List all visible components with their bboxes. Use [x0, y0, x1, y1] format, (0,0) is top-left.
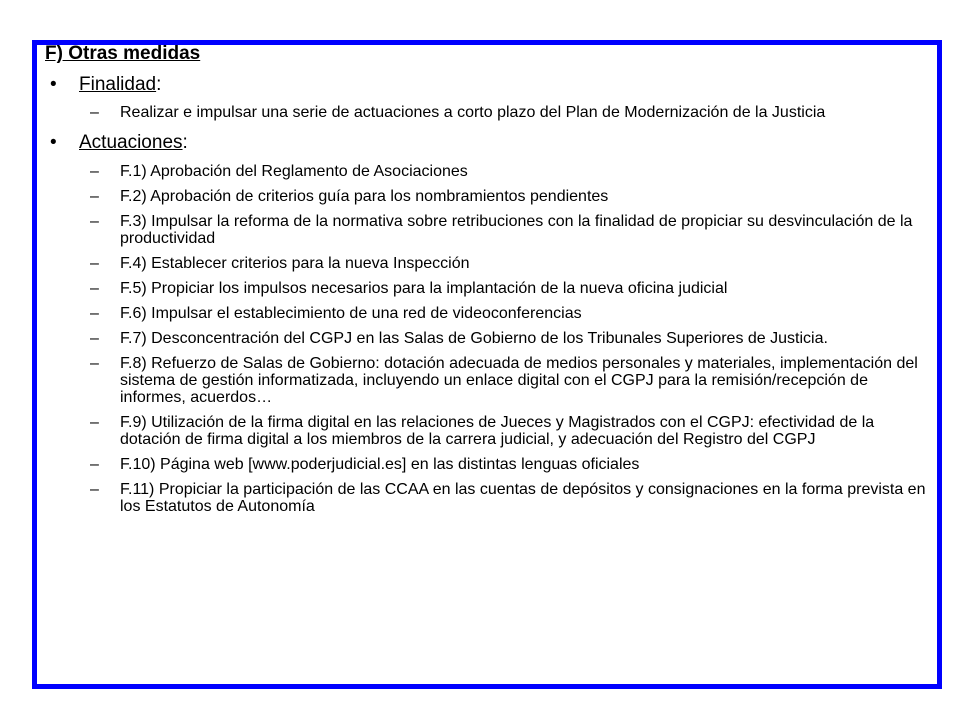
list-item [45, 456, 935, 473]
bullet-label: Actuaciones [79, 132, 183, 153]
list-item-text: F.11) Propiciar la participación de las CCAA en las cuentas de depósitos y consignaciones en la forma prevista en los Estatutos de Autonomía [120, 481, 926, 515]
list-item-text: F.2) Aprobación de criterios guía para los nombramientos pendientes [120, 188, 609, 205]
slide-content [45, 43, 935, 515]
bullet-finalidad [45, 74, 935, 96]
list-item [45, 213, 935, 247]
list-item-text: F.3) Impulsar la reforma de la normativa sobre retribuciones con la finalidad de propiciar su desvinculación de la productividad [120, 213, 913, 247]
dash-marker: – [90, 305, 99, 322]
dash-marker: – [90, 355, 99, 372]
bullet-label: Finalidad [79, 74, 157, 95]
list-item [45, 280, 935, 297]
dash-marker: – [90, 163, 99, 180]
dash-marker: – [90, 456, 99, 473]
dash-marker: – [90, 104, 99, 121]
dash-marker: – [90, 481, 99, 498]
list-item-text: F.9) Utilización de la firma digital en las relaciones de Jueces y Magistrados con el CGPJ: efectividad de la dotación de firma digital a los miembros de la carrera judicial, y adecuación del Registro del CGPJ [120, 414, 875, 448]
bullet-dot-icon: • [50, 132, 57, 153]
dash-marker: – [90, 188, 99, 205]
dash-marker: – [90, 280, 99, 297]
list-item [45, 305, 935, 322]
dash-marker: – [90, 213, 99, 230]
list-item-text: F.1) Aprobación del Reglamento de Asociaciones [120, 163, 468, 180]
list-item [45, 414, 935, 448]
bullet-dot-icon: • [50, 74, 57, 95]
list-item [45, 163, 935, 180]
list-item-text: F.6) Impulsar el establecimiento de una red de videoconferencias [120, 305, 582, 322]
bullet-suffix: : [156, 74, 162, 95]
list-item-text: Realizar e impulsar una serie de actuaciones a corto plazo del Plan de Modernización de la Justicia [120, 104, 826, 121]
list-item-text: F.10) Página web [www.poderjudicial.es] en las distintas lenguas oficiales [120, 456, 640, 473]
list-item [45, 104, 935, 121]
dash-marker: – [90, 330, 99, 347]
list-item [45, 355, 935, 406]
list-item-text: F.5) Propiciar los impulsos necesarios para la implantación de la nueva oficina judicial [120, 280, 728, 297]
dash-marker: – [90, 414, 99, 431]
list-item-text: F.7) Desconcentración del CGPJ en las Salas de Gobierno de los Tribunales Superiores de Justicia. [120, 330, 828, 347]
slide-title: F) Otras medidas [45, 43, 201, 64]
list-item [45, 255, 935, 272]
list-item-text: F.8) Refuerzo de Salas de Gobierno: dotación adecuada de medios personales y materiales, implementación del sistema de gestión informatizada, incluyendo un enlace digital con el CGPJ para la remisión/recepción de informes, acuerdos… [120, 355, 918, 406]
list-item [45, 481, 935, 515]
list-item [45, 188, 935, 205]
dash-marker: – [90, 255, 99, 272]
bullet-actuaciones [45, 132, 935, 154]
bullet-suffix: : [182, 132, 188, 153]
list-item-text: F.4) Establecer criterios para la nueva Inspección [120, 255, 470, 272]
list-item [45, 330, 935, 347]
